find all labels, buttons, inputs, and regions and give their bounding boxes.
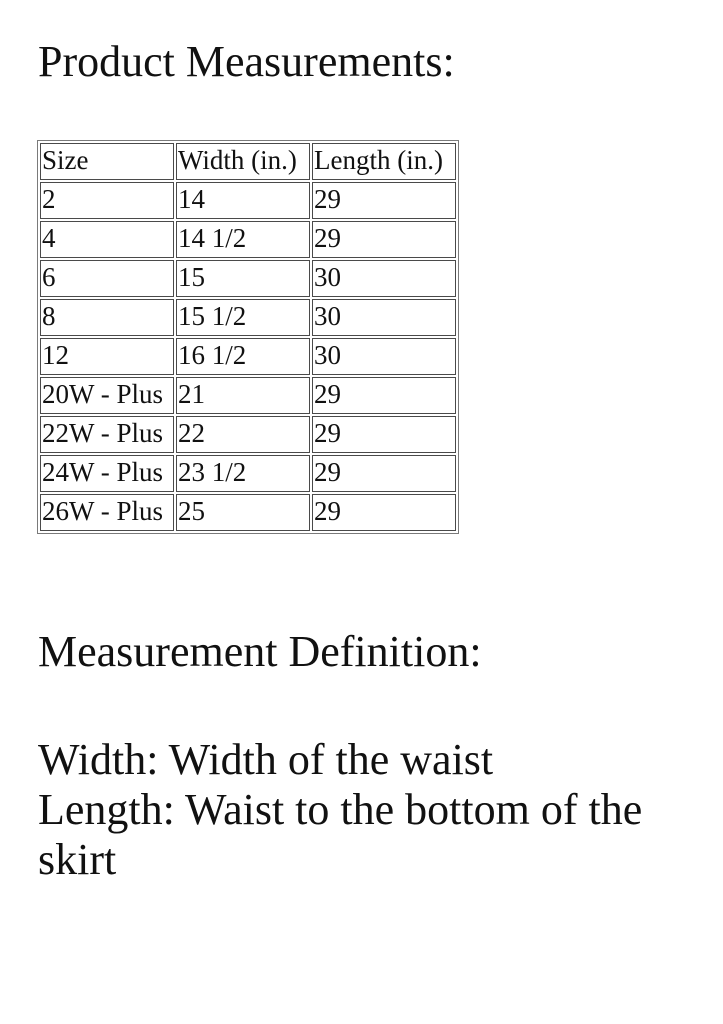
table-row bbox=[40, 455, 456, 492]
size-cell: 12 bbox=[40, 338, 174, 375]
width-cell: 21 bbox=[176, 377, 310, 414]
table-row bbox=[40, 299, 456, 336]
length-cell: 29 bbox=[312, 416, 456, 453]
width-cell: 15 bbox=[176, 260, 310, 297]
length-cell: 29 bbox=[312, 455, 456, 492]
width-cell: 14 bbox=[176, 182, 310, 219]
size-cell: 4 bbox=[40, 221, 174, 258]
width-cell: 25 bbox=[176, 494, 310, 531]
table-row bbox=[40, 182, 456, 219]
size-cell: 8 bbox=[40, 299, 174, 336]
table-row bbox=[40, 338, 456, 375]
page-title: Product Measurements: bbox=[38, 37, 455, 86]
column-header-length: Length (in.) bbox=[312, 143, 456, 180]
column-header-width: Width (in.) bbox=[176, 143, 310, 180]
width-cell: 23 1/2 bbox=[176, 455, 310, 492]
column-header-size: Size bbox=[40, 143, 174, 180]
length-cell: 29 bbox=[312, 182, 456, 219]
size-cell: 22W - Plus bbox=[40, 416, 174, 453]
size-chart-table bbox=[37, 140, 459, 534]
table-row bbox=[40, 221, 456, 258]
size-cell: 2 bbox=[40, 182, 174, 219]
size-cell: 26W - Plus bbox=[40, 494, 174, 531]
length-cell: 29 bbox=[312, 377, 456, 414]
definitions-block bbox=[38, 735, 698, 885]
length-definition: Length: Waist to the bottom of the skirt bbox=[38, 785, 643, 884]
size-cell: 6 bbox=[40, 260, 174, 297]
size-cell: 24W - Plus bbox=[40, 455, 174, 492]
definition-title: Measurement Definition: bbox=[38, 627, 482, 676]
table-row bbox=[40, 260, 456, 297]
width-cell: 14 1/2 bbox=[176, 221, 310, 258]
table-row bbox=[40, 494, 456, 531]
width-cell: 22 bbox=[176, 416, 310, 453]
table-row bbox=[40, 416, 456, 453]
length-cell: 29 bbox=[312, 221, 456, 258]
length-cell: 30 bbox=[312, 338, 456, 375]
length-cell: 30 bbox=[312, 260, 456, 297]
table-row bbox=[40, 377, 456, 414]
width-cell: 16 1/2 bbox=[176, 338, 310, 375]
width-cell: 15 1/2 bbox=[176, 299, 310, 336]
table-header-row bbox=[40, 143, 456, 180]
width-definition: Width: Width of the waist bbox=[38, 735, 494, 784]
size-cell: 20W - Plus bbox=[40, 377, 174, 414]
length-cell: 30 bbox=[312, 299, 456, 336]
length-cell: 29 bbox=[312, 494, 456, 531]
